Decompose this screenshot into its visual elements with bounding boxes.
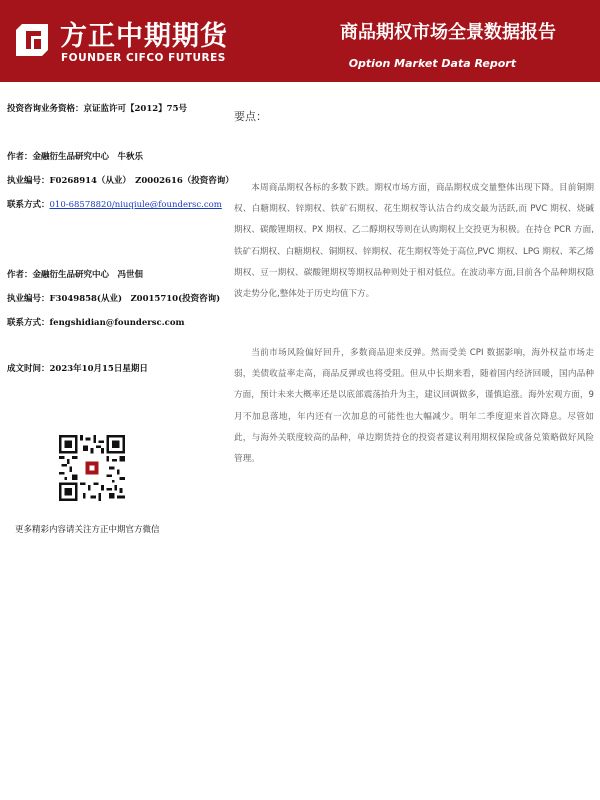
summary-paragraph-2: 当前市场风险偏好回升，多数商品迎来反弹。然而受美 CPI 数据影响，海外权益市场走弱，美债收益率走高，商品反弹或也将受阻。但从中长期来看，随着国内经济回暖，国内品种方面，预计未来大概率还是以底部震荡抬升为主，建议回调做多，谨慎追涨。海外宏观方面，9 月不加息落地，年内还有一次加息的可能性也大幅减少。明年二季度迎来首次降息。尽管如此，与海外关联度较高的品种，单边期货持仓的投资者建议利用期权保险或备兑策略做好风险管理。 [234, 348, 594, 465]
wechat-qr-code-icon [59, 435, 125, 501]
author2-name: 作者：金融衍生品研究中心 冯世佃 [7, 270, 144, 280]
author2-contact: 联系方式：fengshidian@foundersc.com [7, 318, 185, 328]
qr-caption: 更多精彩内容请关注方正中期官方微信 [15, 525, 160, 535]
founder-logo-icon [12, 20, 52, 60]
author1-name: 作者：金融衍生品研究中心 牛秋乐 [7, 152, 144, 162]
report-header [0, 0, 600, 82]
report-title-cn: 商品期权市场全景数据报告 [340, 22, 556, 43]
publish-date: 成文时间：2023年10月15日星期日 [7, 364, 148, 374]
author2-registration: 执业编号：F3049858(从业) Z0015710(投资咨询) [7, 294, 221, 304]
author1-contact-label: 联系方式： [7, 200, 50, 210]
brand-name-en: FOUNDER CIFCO FUTURES [61, 52, 226, 64]
author1-contact [7, 198, 222, 210]
author1-email-link[interactable]: 010-68578820/niuqiule@foundersc.com [49, 200, 222, 210]
report-title-en: Option Market Data Report [348, 57, 516, 70]
license-text: 投资咨询业务资格：京证监许可【2012】75号 [7, 104, 187, 114]
key-points-heading: 要点： [234, 110, 267, 123]
summary-paragraph-1: 本周商品期权各标的多数下跌。期权市场方面，商品期权成交量整体出现下降。目前铜期权、白糖期权、锌期权、铁矿石期权、花生期权等认沽合约成交最为活跃,而 PVC 期权、烧碱期权、碳酸锂期权、PX 期权、乙二醇期权等则在认购期权上交投更为积极。在持仓 PCR 方面,铁矿石期权、白糖期权、铜期权、锌期权、花生期权等处于高位,PVC 期权、LPG 期权、苯乙烯期权、豆一期权、碳酸锂期权等期权品种则处于相对低位。在波动率方面,目前各个品种期权隐波走势分化,整体处于历史均值下方。 [234, 183, 594, 300]
author1-registration: 执业编号：F0268914（从业） Z0002616（投资咨询） [7, 176, 234, 186]
brand-name-cn: 方正中期期货 [60, 21, 228, 52]
